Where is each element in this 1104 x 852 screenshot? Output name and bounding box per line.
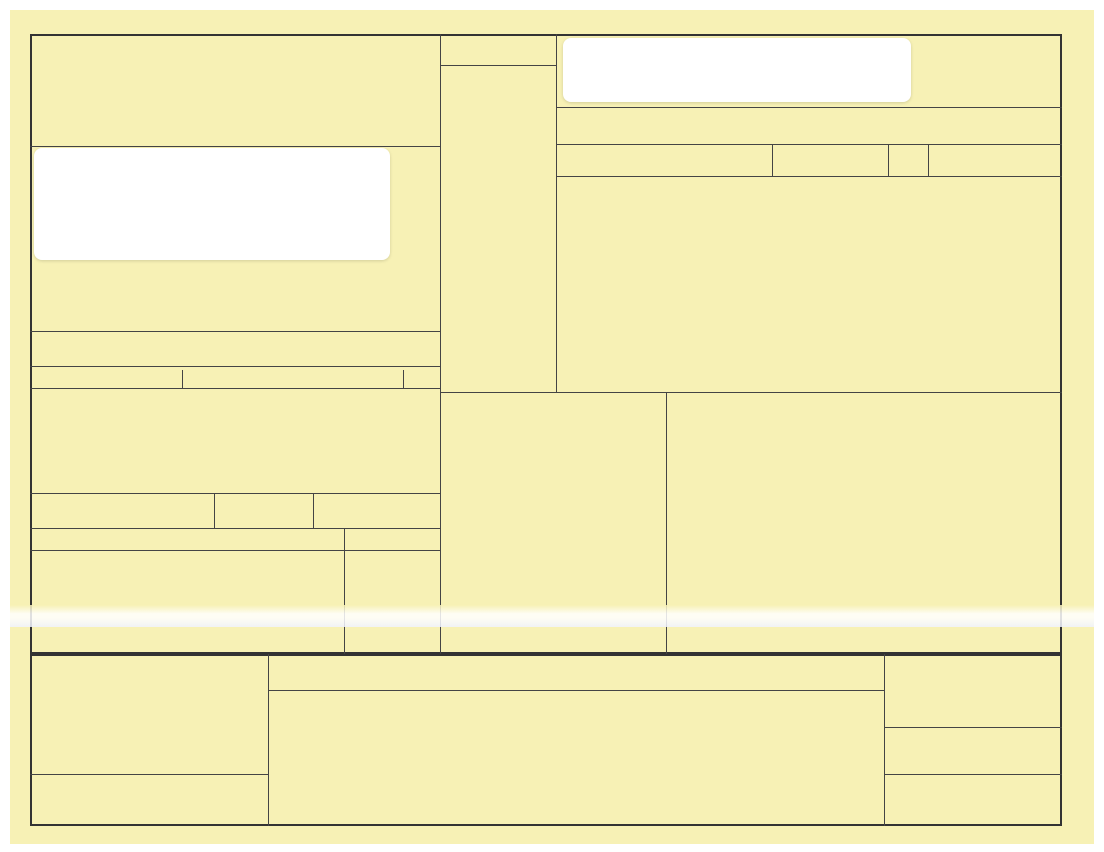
- parcel-number-label: [563, 38, 911, 102]
- owner-address-label: [34, 148, 390, 260]
- property-record-card: [10, 10, 1094, 844]
- form-frame: [30, 34, 1062, 654]
- scan-artifact: [10, 605, 1094, 627]
- bottom-frame: [30, 654, 1062, 826]
